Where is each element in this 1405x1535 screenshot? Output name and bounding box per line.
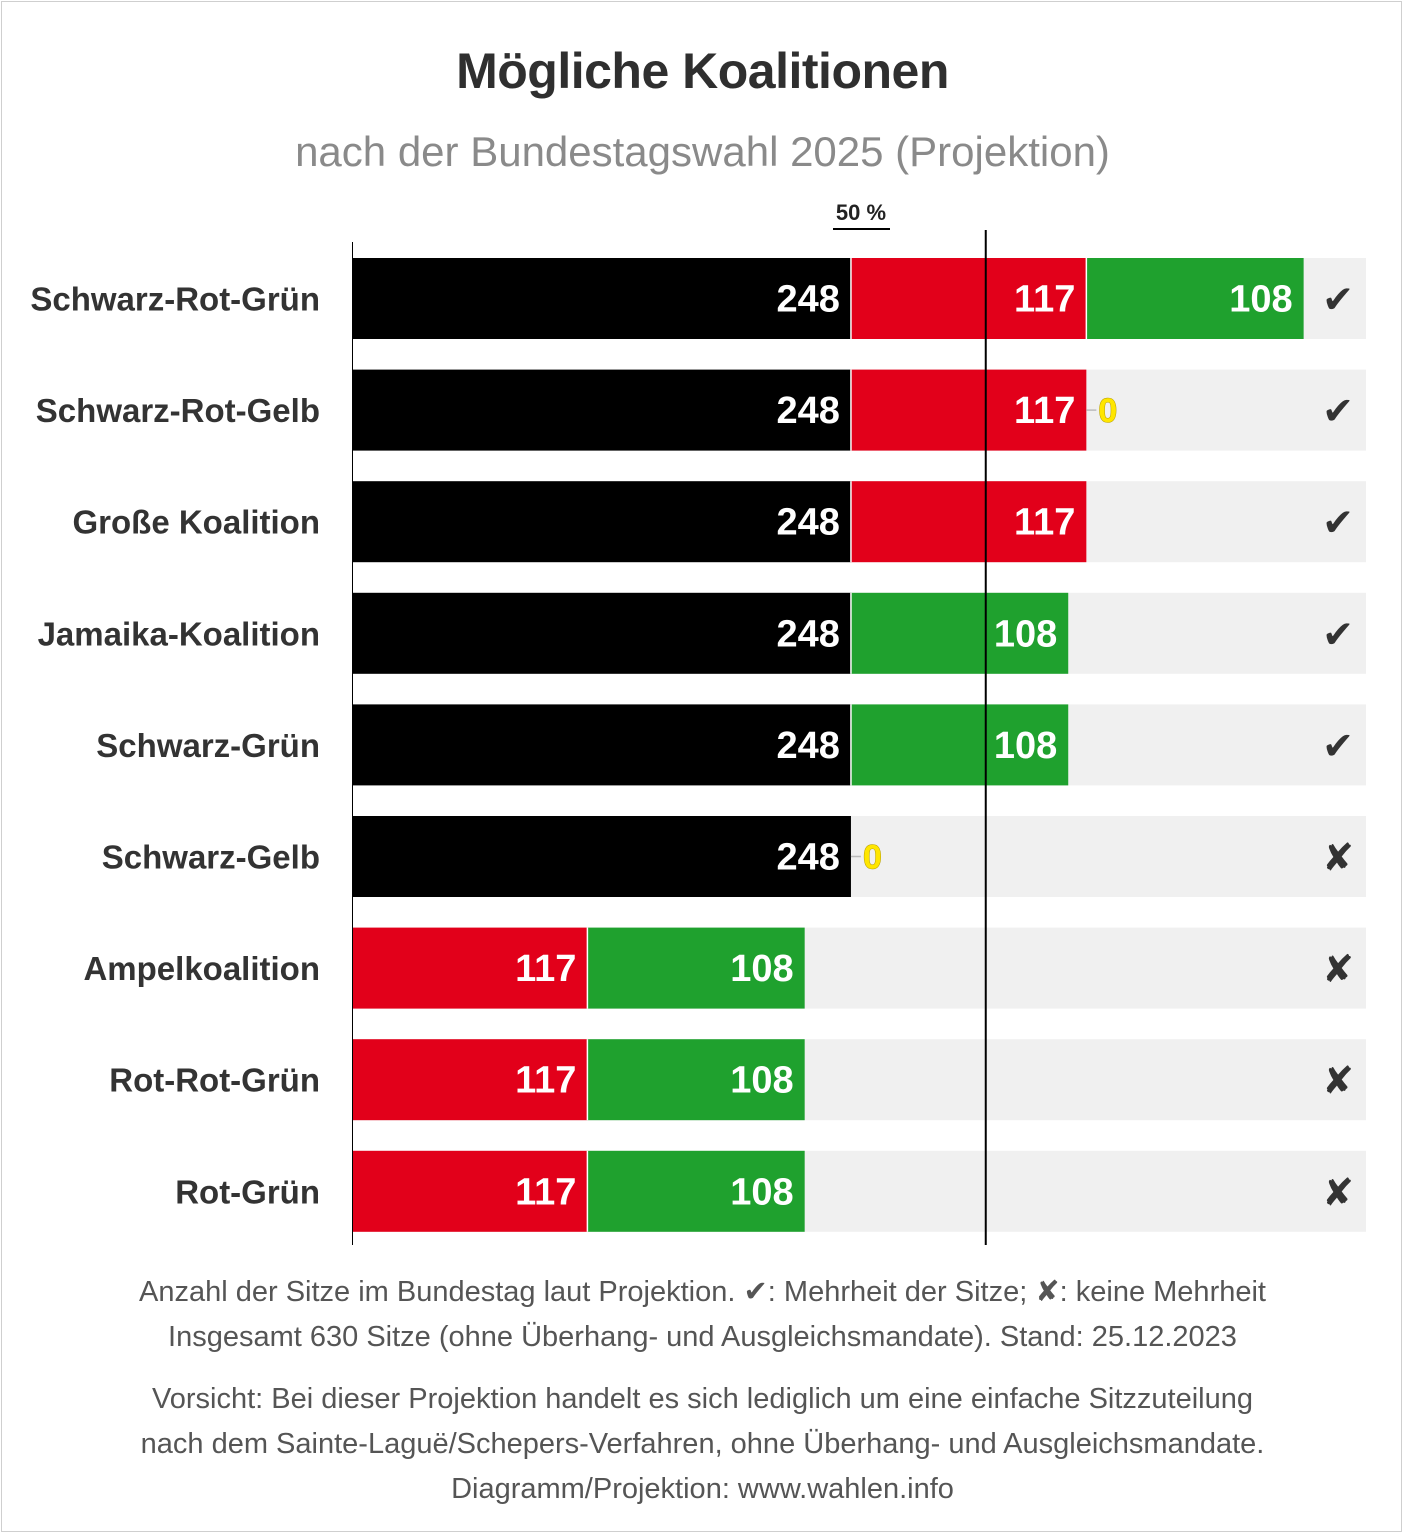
footnote-line-3: Vorsicht: Bei dieser Projektion handelt es sich lediglich um eine einfache Sitzzuteilung bbox=[151, 1383, 1253, 1415]
footnote-line-4: nach dem Sainte-Laguë/Schepers-Verfahren, ohne Überhang- und Ausgleichsmandate. bbox=[140, 1428, 1265, 1460]
check-icon-schwarz-gruen: ✔ bbox=[1322, 723, 1354, 768]
row-label-grosse-koalition: Große Koalition bbox=[72, 503, 320, 541]
value-label-rot-rot-gruen-rot: 117 bbox=[515, 1059, 577, 1102]
value-label-jamaika-koalition-schwarz: 248 bbox=[776, 613, 840, 656]
value-label-rot-gruen-rot: 117 bbox=[515, 1171, 577, 1214]
value-label-schwarz-rot-gruen-schwarz: 248 bbox=[776, 278, 840, 321]
value-label-schwarz-gruen-gruen: 108 bbox=[993, 724, 1058, 767]
value-label-grosse-koalition-rot: 117 bbox=[1014, 501, 1076, 544]
cross-icon-rot-gruen: ✘ bbox=[1322, 1170, 1354, 1215]
chart-subtitle: nach der Bundestagswahl 2025 (Projektion) bbox=[295, 128, 1110, 175]
cross-icon-ampelkoalition: ✘ bbox=[1322, 947, 1354, 992]
value-label-schwarz-rot-gelb-schwarz: 248 bbox=[776, 390, 840, 433]
row-label-schwarz-gruen: Schwarz-Grün bbox=[96, 726, 320, 764]
check-icon-grosse-koalition: ✔ bbox=[1322, 500, 1354, 545]
row-label-rot-gruen: Rot-Grün bbox=[175, 1173, 320, 1211]
row-label-schwarz-rot-gruen: Schwarz-Rot-Grün bbox=[30, 280, 320, 318]
check-icon-jamaika-koalition: ✔ bbox=[1322, 612, 1354, 657]
row-label-schwarz-rot-gelb: Schwarz-Rot-Gelb bbox=[35, 392, 320, 430]
value-label-rot-rot-gruen-gruen: 108 bbox=[730, 1059, 794, 1102]
cross-icon-schwarz-gelb: ✘ bbox=[1322, 835, 1354, 880]
footnote-block-1 bbox=[0, 1270, 1405, 1360]
check-icon-schwarz-rot-gelb: ✔ bbox=[1322, 389, 1354, 434]
value-label-jamaika-koalition-gruen: 108 bbox=[993, 613, 1058, 656]
value-label-schwarz-gruen-schwarz: 248 bbox=[776, 724, 840, 767]
value-label-rot-gruen-gruen: 108 bbox=[730, 1171, 794, 1214]
row-label-ampelkoalition: Ampelkoalition bbox=[83, 950, 320, 988]
value-label-schwarz-rot-gruen-rot: 117 bbox=[1014, 278, 1076, 321]
value-label-grosse-koalition-schwarz: 248 bbox=[776, 501, 840, 544]
chart-title: Mögliche Koalitionen bbox=[456, 43, 949, 99]
value-label-schwarz-gelb-schwarz: 248 bbox=[776, 836, 840, 879]
value-label-schwarz-rot-gruen-gruen: 108 bbox=[1229, 278, 1293, 321]
footnote-line-1: Anzahl der Sitze im Bundestag laut Projektion. ✔: Mehrheit der Sitze; ✘: keine Mehrheit bbox=[139, 1276, 1266, 1308]
row-label-schwarz-gelb: Schwarz-Gelb bbox=[101, 838, 320, 876]
cross-icon-rot-rot-gruen: ✘ bbox=[1322, 1058, 1354, 1103]
value-label-schwarz-rot-gelb-gelb: 0 bbox=[1098, 392, 1118, 431]
footnote-line-5: Diagramm/Projektion: www.wahlen.info bbox=[451, 1473, 954, 1505]
value-label-schwarz-rot-gelb-rot: 117 bbox=[1014, 390, 1076, 433]
value-label-ampelkoalition-rot: 117 bbox=[515, 948, 577, 991]
majority-label: 50 % bbox=[835, 200, 887, 225]
row-label-rot-rot-gruen: Rot-Rot-Grün bbox=[109, 1061, 320, 1099]
footnote-block-2 bbox=[0, 1377, 1405, 1512]
footnote-line-2: Insgesamt 630 Sitze (ohne Überhang- und Ausgleichsmandate). Stand: 25.12.2023 bbox=[168, 1321, 1237, 1353]
row-label-jamaika-koalition: Jamaika-Koalition bbox=[37, 615, 320, 653]
check-icon-schwarz-rot-gruen: ✔ bbox=[1322, 277, 1354, 322]
value-label-ampelkoalition-gruen: 108 bbox=[730, 948, 794, 991]
bar-rows bbox=[30, 258, 1366, 1232]
value-label-schwarz-gelb-gelb: 0 bbox=[862, 838, 882, 877]
